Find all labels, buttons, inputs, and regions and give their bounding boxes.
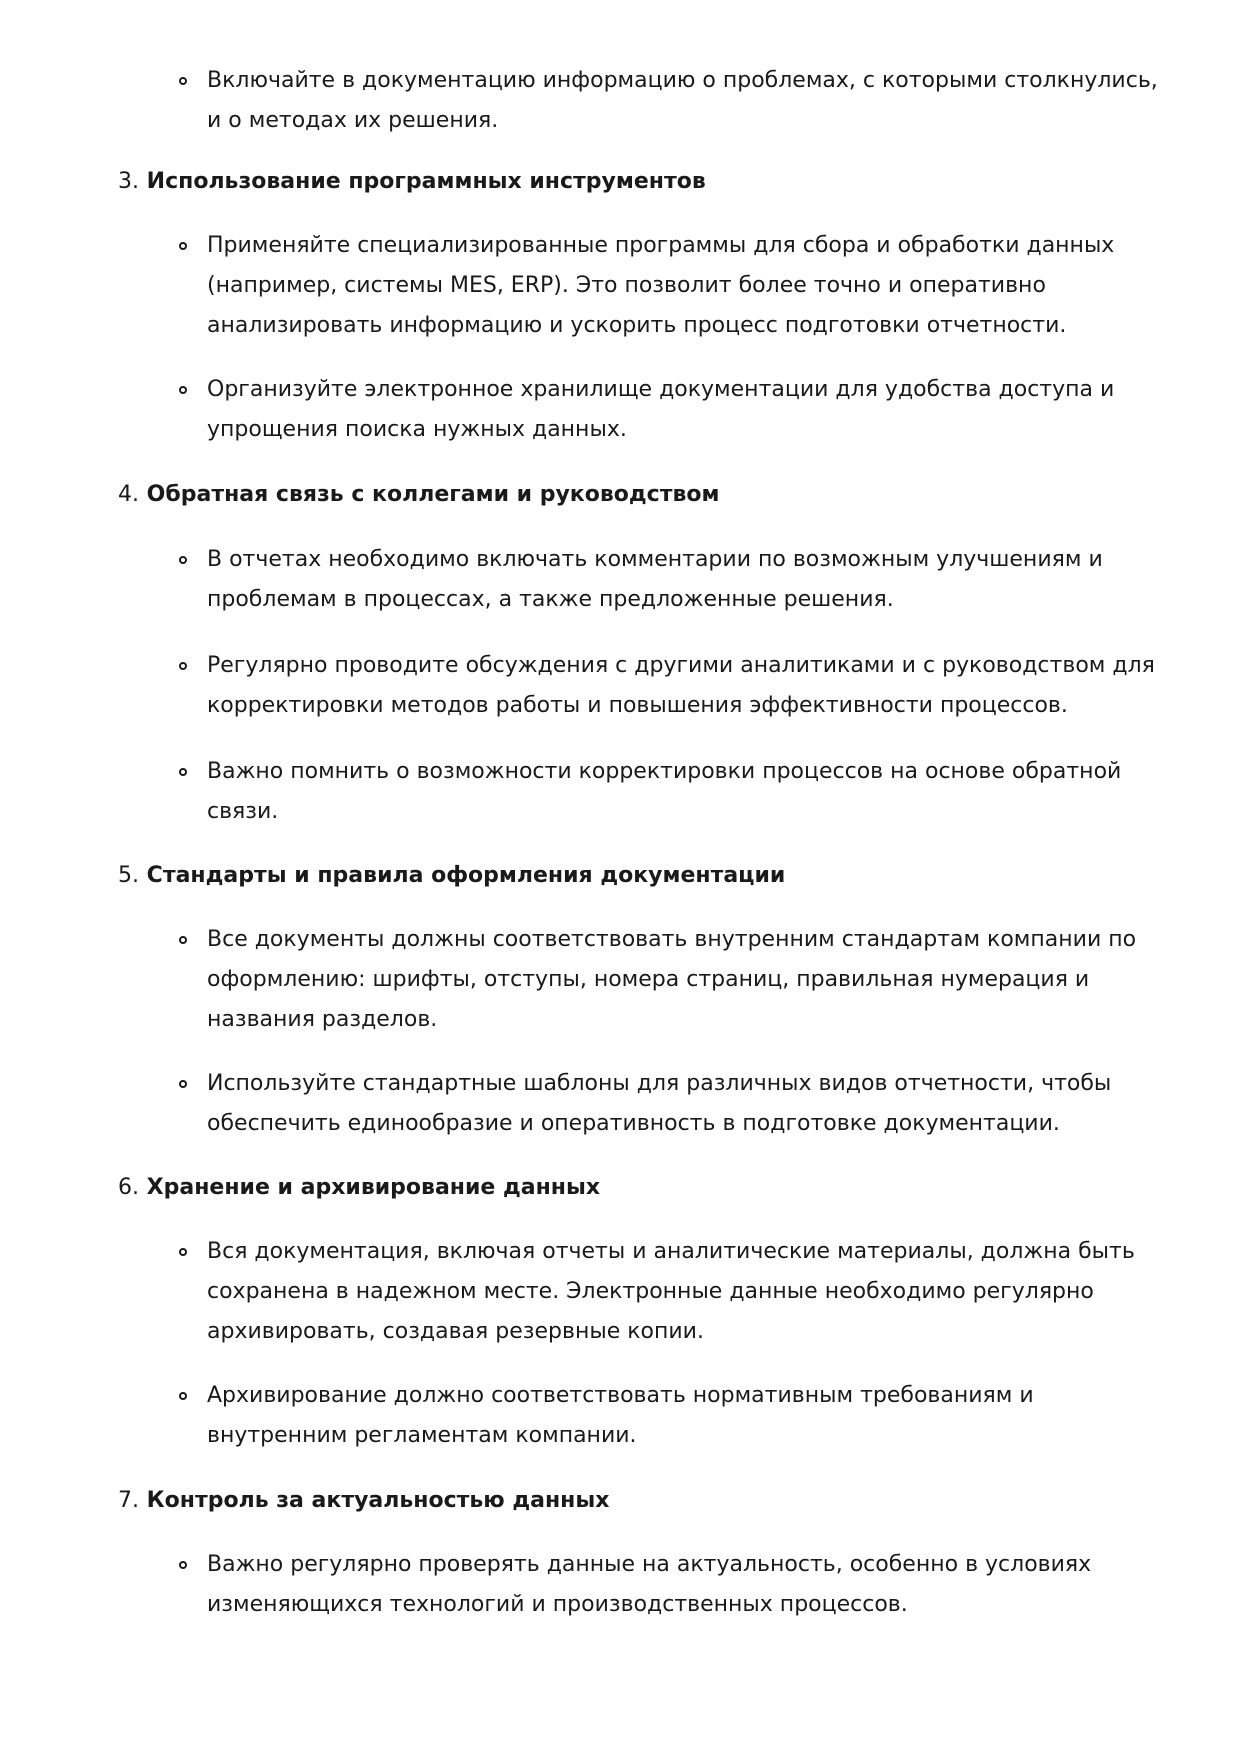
- section-title: Использование программных инструментов: [146, 169, 706, 194]
- bullet-circle-icon: [179, 386, 187, 394]
- list-item-text: Важно регулярно проверять данные на актуальность, особенно в условиях изменяющихся технологий и производственных процессов.: [207, 1552, 1092, 1617]
- bullet-circle-icon: [179, 556, 187, 564]
- list-item: [207, 1376, 1167, 1456]
- bullet-circle-icon: [179, 768, 187, 776]
- list-item-text: Организуйте электронное хранилище документации для удобства доступа и упрощения поиска нужных данных.: [207, 377, 1115, 442]
- bullet-circle-icon: [179, 1392, 187, 1400]
- list-item-text: Регулярно проводите обсуждения с другими аналитиками и с руководством для корректировки методов работы и повышения эффективности процессов.: [207, 653, 1155, 718]
- bullet-circle-icon: [179, 1080, 187, 1088]
- section-number: 3.: [118, 169, 139, 194]
- section-number: 6.: [118, 1175, 139, 1200]
- bullet-circle-icon: [179, 662, 187, 670]
- list-item-text: Применяйте специализированные программы для сбора и обработки данных (например, системы MES, ERP). Это позволит более точно и оперативно анализировать информацию и ускорить процесс подготовки отчетности.: [207, 233, 1115, 338]
- list-item-text: Важно помнить о возможности корректировки процессов на основе обратной связи.: [207, 759, 1122, 824]
- list-item: [207, 920, 1167, 1040]
- list-item: [207, 1545, 1167, 1625]
- bullet-circle-icon: [179, 242, 187, 250]
- list-item: [207, 540, 1167, 620]
- bullet-circle-icon: [179, 1561, 187, 1569]
- list-item-text: Включайте в документацию информацию о проблемах, с которыми столкнулись, и о методах их решения.: [207, 68, 1158, 133]
- section-heading-6: [118, 1168, 1118, 1208]
- list-item: [207, 1232, 1167, 1352]
- bullet-circle-icon: [179, 77, 187, 85]
- list-item-text: Все документы должны соответствовать внутренним стандартам компании по оформлению: шрифты, отступы, номера страниц, правильная нумерация и названия разделов.: [207, 927, 1137, 1032]
- bullet-circle-icon: [179, 1248, 187, 1256]
- section-number: 4.: [118, 482, 139, 507]
- section-number: 5.: [118, 863, 139, 888]
- section-number: 7.: [118, 1488, 139, 1513]
- list-item: [207, 61, 1167, 141]
- list-item: [207, 370, 1167, 450]
- section-heading-4: [118, 475, 1118, 515]
- list-item-text: В отчетах необходимо включать комментарии по возможным улучшениям и проблемам в процессах, а также предложенные решения.: [207, 547, 1103, 612]
- list-item: [207, 646, 1167, 726]
- section-title: Стандарты и правила оформления документации: [146, 863, 786, 888]
- section-heading-5: [118, 856, 1118, 896]
- bullet-circle-icon: [179, 936, 187, 944]
- list-item: [207, 752, 1167, 832]
- list-item-text: Вся документация, включая отчеты и аналитические материалы, должна быть сохранена в надежном месте. Электронные данные необходимо регулярно архивировать, создавая резервные копии.: [207, 1239, 1135, 1344]
- section-heading-7: [118, 1481, 1118, 1521]
- section-title: Хранение и архивирование данных: [146, 1175, 601, 1200]
- list-item-text: Архивирование должно соответствовать нормативным требованиям и внутренним регламентам компании.: [207, 1383, 1034, 1448]
- list-item: [207, 226, 1167, 346]
- list-item-text: Используйте стандартные шаблоны для различных видов отчетности, чтобы обеспечить единообразие и оперативность в подготовке документации.: [207, 1071, 1112, 1136]
- section-title: Обратная связь с коллегами и руководством: [146, 482, 720, 507]
- section-heading-3: [118, 162, 1118, 202]
- list-item: [207, 1064, 1167, 1144]
- section-title: Контроль за актуальностью данных: [146, 1488, 610, 1513]
